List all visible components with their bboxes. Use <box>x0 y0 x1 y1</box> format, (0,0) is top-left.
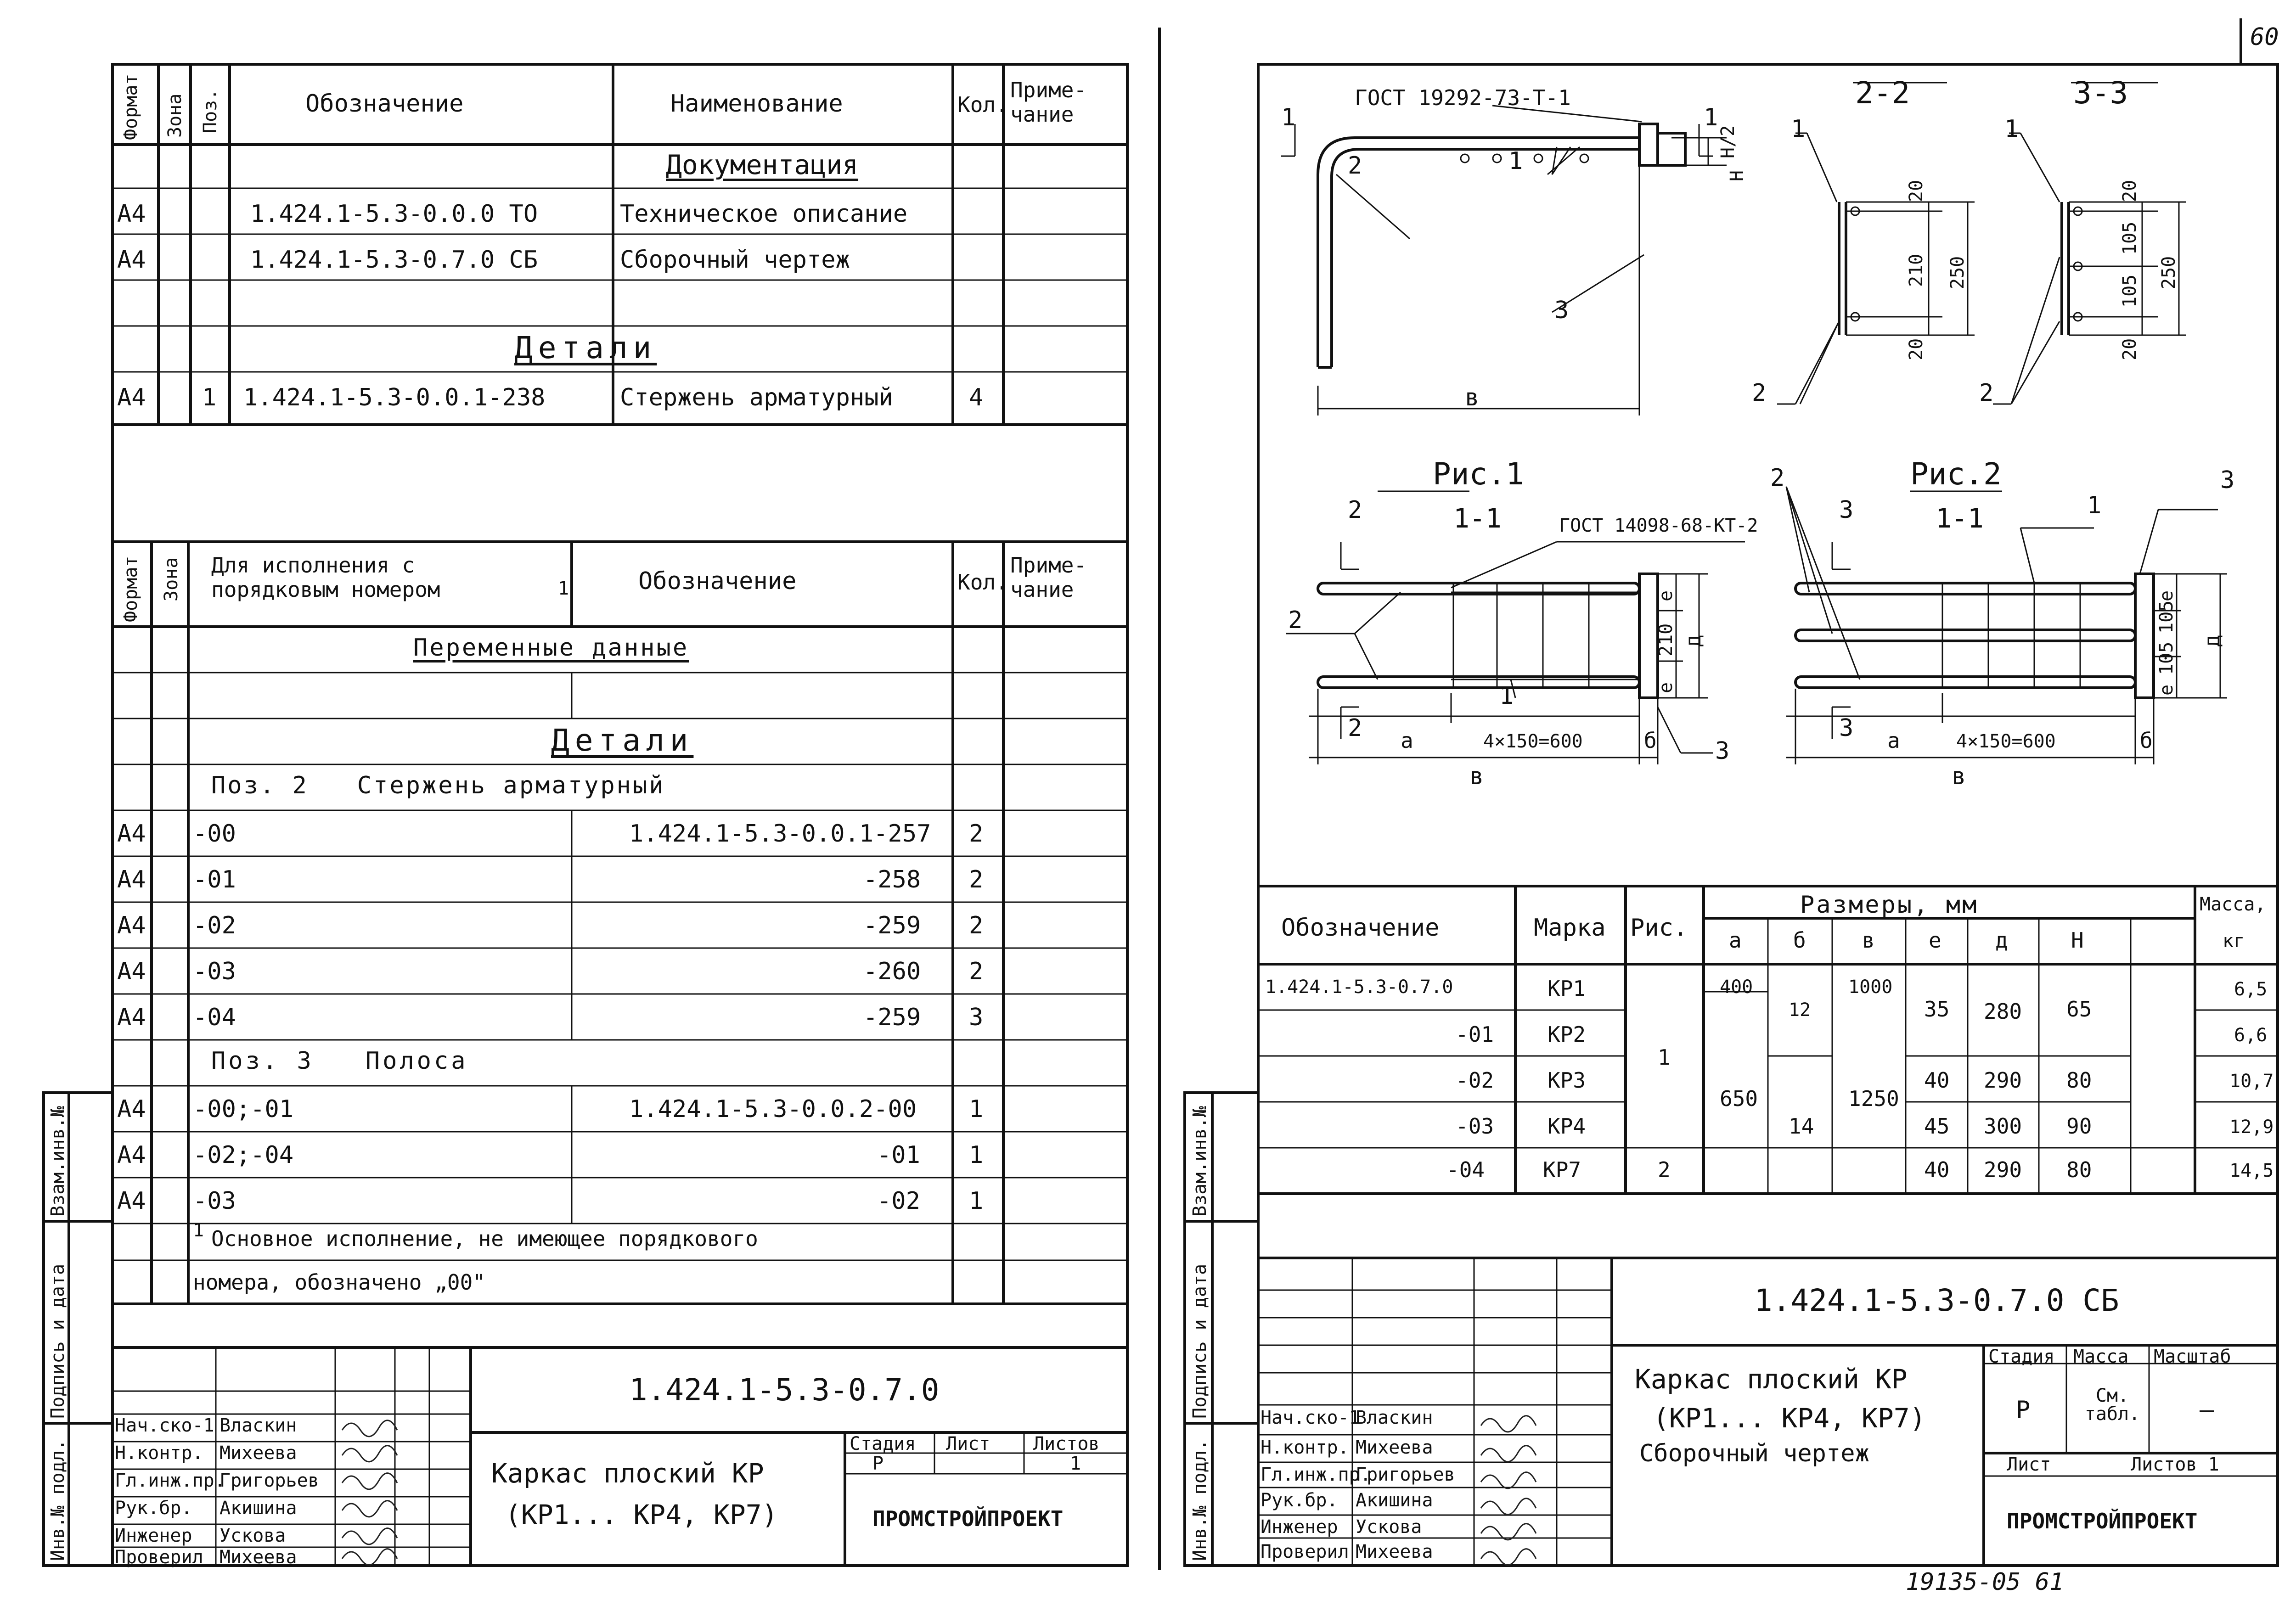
gost-top-label: ГОСТ 19292-73-Т-1 <box>1355 85 1571 110</box>
row2-mark: КР2 <box>1548 1022 1586 1047</box>
row4-e: 45 <box>1924 1114 1950 1139</box>
dim-105-fig2-b: 105 <box>2156 641 2177 675</box>
spec-row2-designation: 1.424.1-5.3-0.7.0 СБ <box>250 246 538 274</box>
left-side-inv-repl: Взам.инв.№ <box>47 1106 68 1217</box>
cut-mark-3-fig2: 3 <box>1839 496 1854 524</box>
row1-v: 1000 <box>1848 977 1893 998</box>
var-header-for-exec: Для исполнения с порядковым номером <box>211 553 440 602</box>
spec-header-qty: Кол. <box>957 92 1008 117</box>
var-pos2-row5-designation: -259 <box>863 1004 921 1031</box>
dim-d-fig2: д <box>2200 634 2224 647</box>
spec-header-format: Формат <box>120 73 141 140</box>
spec-header-pos: Поз. <box>200 89 221 133</box>
cut-mark-2-fig1: 2 <box>1348 496 1362 524</box>
var-pos2-row4-qty: 2 <box>969 958 984 985</box>
left-person-name: Михеева <box>219 1547 297 1568</box>
dim-e-fig1-top: е <box>1655 590 1677 601</box>
dim-e-fig2-top: е <box>2156 590 2177 601</box>
section-2-2-title: 2-2 <box>1855 75 1910 111</box>
spec-detail-name: Стержень арматурный <box>620 384 893 411</box>
fig1-title: Рис.1 <box>1433 456 1524 492</box>
right-side-inv-orig: Инв.№ подл. <box>1189 1439 1210 1561</box>
var-pos3-row3-exec: -03 <box>193 1187 236 1215</box>
spec-row1-designation: 1.424.1-5.3-0.0.0 ТО <box>250 200 538 228</box>
table-header-b: б <box>1793 928 1806 953</box>
var-pos2-row4-format: А4 <box>117 958 146 985</box>
var-pos2-row5-qty: 3 <box>969 1004 984 1031</box>
right-person-name: Григорьев <box>1356 1464 1455 1485</box>
left-person-name: Акишина <box>219 1498 297 1519</box>
cut-mark-2-fig1-bottom: 2 <box>1348 714 1362 742</box>
right-stamp-sheets-header: Листов 1 <box>2131 1454 2219 1475</box>
left-stamp-sheets-header: Листов <box>1033 1433 1100 1454</box>
right-person-name: Власкин <box>1356 1407 1433 1428</box>
row4-h: 90 <box>2066 1114 2092 1139</box>
var-pos3-row1-qty: 1 <box>969 1095 984 1123</box>
right-stamp-scale-header: Масштаб <box>2154 1346 2231 1367</box>
var-pos3-row3-format: А4 <box>117 1187 146 1215</box>
dim-250-sec33: 250 <box>2158 256 2179 289</box>
row5-h: 80 <box>2066 1157 2092 1182</box>
spec-header-zone: Зона <box>164 93 186 138</box>
spec-row2-name: Сборочный чертеж <box>620 246 850 274</box>
row3-d: 290 <box>1984 1068 2022 1093</box>
var-pos2-row3-designation: -259 <box>863 912 921 939</box>
dim-h2: Н/2 <box>1717 125 1739 158</box>
right-person-name: Михеева <box>1356 1541 1433 1562</box>
dim-v-elevation: в <box>1465 384 1480 411</box>
spec-detail-format: А4 <box>117 384 146 411</box>
right-person-role: Нач.ско-1 <box>1261 1407 1360 1428</box>
var-section-details: Детали <box>551 723 694 758</box>
label-1-fig2: 1 <box>2087 492 2102 519</box>
var-pos2-row1-designation: 1.424.1-5.3-0.0.1-257 <box>629 820 931 848</box>
left-person-role: Инженер <box>115 1525 192 1546</box>
table-header-a: а <box>1729 928 1742 953</box>
left-person-role: Гл.инж.пр. <box>115 1470 225 1491</box>
label-2-fig2: 2 <box>1770 464 1785 492</box>
right-stamp-title-line2: (КР1... КР4, КР7) <box>1653 1403 1926 1434</box>
right-person-role: Инженер <box>1261 1516 1338 1538</box>
left-side-inv-orig: Инв.№ подл. <box>47 1439 68 1561</box>
dim-250-sec22: 250 <box>1947 256 1968 289</box>
dim-20-sec22-top: 20 <box>1906 180 1927 202</box>
var-header-note: Приме- чание <box>1010 553 1087 602</box>
left-stamp-title-line2: (КР1... КР4, КР7) <box>505 1499 778 1530</box>
row5-mass: 14,5 <box>2229 1160 2274 1181</box>
right-stamp-title-line3: Сборочный чертеж <box>1639 1440 1869 1467</box>
label-2-fig1: 2 <box>1288 606 1303 634</box>
dim-20-sec33-top: 20 <box>2119 180 2140 202</box>
var-pos2-row1-format: А4 <box>117 820 146 848</box>
spec-section-details: Детали <box>514 330 657 365</box>
table-header-v: в <box>1862 928 1875 953</box>
row2-fig: 1 <box>1658 1045 1671 1070</box>
section-3-3-title: 3-3 <box>2073 75 2128 111</box>
right-stamp-mass: См. табл. <box>2084 1385 2140 1425</box>
right-person-role: Н.контр. <box>1261 1437 1349 1458</box>
table-header-h: Н <box>2071 928 2084 953</box>
var-pos2-row3-qty: 2 <box>969 912 984 939</box>
right-stamp-org: ПРОМСТРОЙПРОЕКТ <box>2007 1509 2198 1533</box>
var-pos2-title: Поз. 2 Стержень арматурный <box>211 772 665 799</box>
spec-row1-name: Техническое описание <box>620 200 908 228</box>
row5-designation: -04 <box>1446 1157 1485 1182</box>
var-header-format: Формат <box>120 556 141 622</box>
dim-v-fig1: в <box>1469 763 1484 790</box>
left-person-name: Власкин <box>219 1415 297 1436</box>
left-person-role: Н.контр. <box>115 1443 203 1464</box>
table-header-fig: Рис. <box>1630 914 1688 942</box>
dim-a-fig1: а <box>1401 728 1413 753</box>
var-header-zone: Зона <box>161 557 182 601</box>
var-pos2-row5-exec: -04 <box>193 1004 236 1031</box>
dim-e-fig2-bottom: е <box>2156 684 2177 696</box>
cut-mark-1-left: 1 <box>1281 104 1296 131</box>
right-stamp-mass-header: Масса <box>2073 1346 2129 1367</box>
dim-105-sec33-b: 105 <box>2119 274 2140 308</box>
dim-a-fig2: а <box>1887 728 1900 753</box>
var-pos2-row2-qty: 2 <box>969 866 984 893</box>
row1-designation: 1.424.1-5.3-0.7.0 <box>1265 977 1453 998</box>
row1-e: 35 <box>1924 997 1950 1022</box>
right-stamp-title-line1: Каркас плоский КР <box>1635 1364 1908 1395</box>
table-header-mass: Масса, <box>2200 894 2266 915</box>
var-section-title: Переменные данные <box>413 634 689 662</box>
row1-a: 400 <box>1720 977 1753 998</box>
var-pos2-row5-format: А4 <box>117 1004 146 1031</box>
label-2-elevation: 2 <box>1348 152 1362 180</box>
fig1-section-title: 1-1 <box>1453 503 1502 534</box>
cut-mark-1-right: 1 <box>1704 104 1718 131</box>
spec-section-docs: Документация <box>666 149 859 180</box>
label-1-fig1: 1 <box>1499 682 1514 710</box>
row2-b: 12 <box>1789 999 1811 1021</box>
row4-designation: -03 <box>1456 1114 1494 1139</box>
page-number: 60 <box>2250 23 2279 51</box>
var-pos3-row2-qty: 1 <box>969 1141 984 1169</box>
table-header-mass-unit: кг <box>2223 931 2245 952</box>
row3-mass: 10,7 <box>2229 1071 2274 1092</box>
var-pos2-row1-exec: -00 <box>193 820 236 848</box>
right-side-inv-repl: Взам.инв.№ <box>1189 1106 1210 1217</box>
label-1-elevation: 1 <box>1508 147 1523 175</box>
dim-600-fig1: 4×150=600 <box>1483 731 1583 752</box>
spec-header-designation: Обозначение <box>305 90 464 118</box>
row3-e: 40 <box>1924 1068 1950 1093</box>
var-pos3-row1-format: А4 <box>117 1095 146 1123</box>
left-person-role: Рук.бр. <box>115 1498 192 1519</box>
fig2-title: Рис.2 <box>1910 456 2002 492</box>
dim-20-sec22-bottom: 20 <box>1906 338 1927 360</box>
row3-v: 1250 <box>1848 1086 1899 1111</box>
right-person-name: Ускова <box>1356 1516 1422 1538</box>
var-pos3-row1-exec: -00;-01 <box>193 1095 294 1123</box>
dim-20-sec33-bottom: 20 <box>2119 338 2140 360</box>
label-3-fig2: 3 <box>2220 466 2235 494</box>
spec-detail-pos: 1 <box>202 384 217 411</box>
spec-detail-qty: 4 <box>969 384 984 411</box>
row3-a: 650 <box>1720 1086 1758 1111</box>
dim-210-sec22: 210 <box>1906 253 1927 287</box>
label-1-sec33: 1 <box>2004 115 2019 143</box>
var-pos2-row2-format: А4 <box>117 866 146 893</box>
dim-v-fig2: в <box>1952 763 1966 790</box>
footnote-mark: 1 <box>193 1220 204 1241</box>
var-pos2-row4-exec: -03 <box>193 958 236 985</box>
var-pos3-row2-designation: -01 <box>877 1141 920 1169</box>
var-pos2-row4-designation: -260 <box>863 958 921 985</box>
var-pos3-row2-format: А4 <box>117 1141 146 1169</box>
var-pos3-title: Поз. 3 Полоса <box>211 1047 468 1075</box>
dim-b-fig2: б <box>2140 728 2153 753</box>
row3-designation: -02 <box>1456 1068 1494 1093</box>
table-header-d: д <box>1995 928 2008 953</box>
spec-header-name: Наименование <box>670 90 843 118</box>
label-2-sec33: 2 <box>1979 379 1994 407</box>
right-stamp-sheet-header: Лист <box>2007 1454 2051 1475</box>
dim-105-fig2-a: 105 <box>2156 600 2177 634</box>
row1-mark: КР1 <box>1548 976 1586 1001</box>
cut-mark-3-fig2-bottom: 3 <box>1839 714 1854 742</box>
left-stamp-title-line1: Каркас плоский КР <box>491 1458 764 1489</box>
var-pos2-row1-qty: 2 <box>969 820 984 848</box>
var-pos2-row3-format: А4 <box>117 912 146 939</box>
row5-fig: 2 <box>1658 1157 1671 1182</box>
label-2-sec22: 2 <box>1752 379 1767 407</box>
right-person-role: Гл.инж.пр. <box>1261 1464 1371 1485</box>
var-header-designation: Обозначение <box>638 567 797 595</box>
left-stamp-org: ПРОМСТРОЙПРОЕКТ <box>872 1506 1064 1531</box>
fig2-section-title: 1-1 <box>1936 503 1984 534</box>
var-pos2-row2-exec: -01 <box>193 866 236 893</box>
right-stamp-scale: — <box>2200 1396 2214 1424</box>
right-person-name: Акишина <box>1356 1490 1433 1511</box>
footnote-line2: номера, обозначено „00" <box>193 1270 485 1295</box>
left-stamp-stage: Р <box>872 1453 884 1474</box>
spec-detail-designation: 1.424.1-5.3-0.0.1-238 <box>243 384 546 411</box>
var-header-superscript: 1 <box>558 578 569 599</box>
left-person-role: Проверил <box>115 1547 203 1568</box>
left-person-name: Михеева <box>219 1443 297 1464</box>
table-header-sizes: Размеры, мм <box>1800 891 1979 919</box>
row4-b: 14 <box>1789 1114 1814 1139</box>
dim-b-fig1: б <box>1644 728 1657 753</box>
row5-d: 290 <box>1984 1157 2022 1182</box>
row5-e: 40 <box>1924 1157 1950 1182</box>
right-person-role: Проверил <box>1261 1541 1349 1562</box>
var-pos2-row3-exec: -02 <box>193 912 236 939</box>
left-side-sign-date: Подпись и дата <box>47 1263 68 1419</box>
var-pos3-row2-exec: -02;-04 <box>193 1141 294 1169</box>
row4-d: 300 <box>1984 1114 2022 1139</box>
bottom-archive-number: 19135-05 61 <box>1906 1568 2064 1596</box>
dim-e-fig1-bottom: е <box>1655 682 1677 693</box>
left-stamp-sheet-header: Лист <box>946 1433 990 1454</box>
dim-105-sec33-a: 105 <box>2119 221 2140 255</box>
row4-mark: КР4 <box>1548 1114 1586 1139</box>
var-pos2-row2-designation: -258 <box>863 866 921 893</box>
spec-header-note: Приме- чание <box>1010 78 1087 127</box>
var-header-qty: Кол. <box>957 570 1008 595</box>
left-person-name: Ускова <box>219 1525 286 1546</box>
row3-mark: КР3 <box>1548 1068 1586 1093</box>
dim-h: Н <box>1727 170 1748 181</box>
spec-row1-format: А4 <box>117 200 146 228</box>
table-header-mark: Марка <box>1534 914 1606 942</box>
table-header-designation: Обозначение <box>1281 914 1440 942</box>
right-person-name: Михеева <box>1356 1437 1433 1458</box>
left-person-name: Григорьев <box>219 1470 319 1491</box>
row5-mark: КР7 <box>1543 1157 1581 1182</box>
right-person-role: Рук.бр. <box>1261 1490 1338 1511</box>
var-pos3-row3-designation: -02 <box>877 1187 920 1215</box>
right-stamp-stage-header: Стадия <box>1988 1346 2055 1367</box>
row2-mass: 6,6 <box>2234 1025 2268 1046</box>
label-3-elevation: 3 <box>1554 297 1569 324</box>
left-stamp-stage-header: Стадия <box>850 1433 916 1454</box>
left-stamp-code: 1.424.1-5.3-0.7.0 <box>629 1372 940 1408</box>
row2-designation: -01 <box>1456 1022 1494 1047</box>
right-side-sign-date: Подпись и дата <box>1189 1263 1210 1419</box>
row1-d: 280 <box>1984 999 2022 1024</box>
left-stamp-sheets: 1 <box>1070 1453 1081 1474</box>
spec-row2-format: А4 <box>117 246 146 274</box>
dim-d-fig1: д <box>1681 634 1705 647</box>
right-stamp-stage: Р <box>2016 1396 2031 1424</box>
left-person-role: Нач.ско-1 <box>115 1415 214 1436</box>
label-3-fig1: 3 <box>1715 737 1730 765</box>
gost-fig1-label: ГОСТ 14098-68-КТ-2 <box>1559 515 1758 536</box>
dim-600-fig2: 4×150=600 <box>1956 731 2056 752</box>
dim-210-fig1: 210 <box>1655 623 1677 657</box>
var-pos3-row1-designation: 1.424.1-5.3-0.0.2-00 <box>629 1095 917 1123</box>
right-stamp-code: 1.424.1-5.3-0.7.0 СБ <box>1754 1283 2119 1318</box>
row1-mass: 6,5 <box>2234 979 2268 1000</box>
row1-h: 65 <box>2066 997 2092 1022</box>
row3-h: 80 <box>2066 1068 2092 1093</box>
var-pos3-row3-qty: 1 <box>969 1187 984 1215</box>
label-1-sec22: 1 <box>1791 115 1806 143</box>
row4-mass: 12,9 <box>2229 1117 2274 1138</box>
table-header-e: е <box>1929 928 1941 953</box>
footnote-line1: Основное исполнение, не имеющее порядкового <box>211 1226 758 1251</box>
